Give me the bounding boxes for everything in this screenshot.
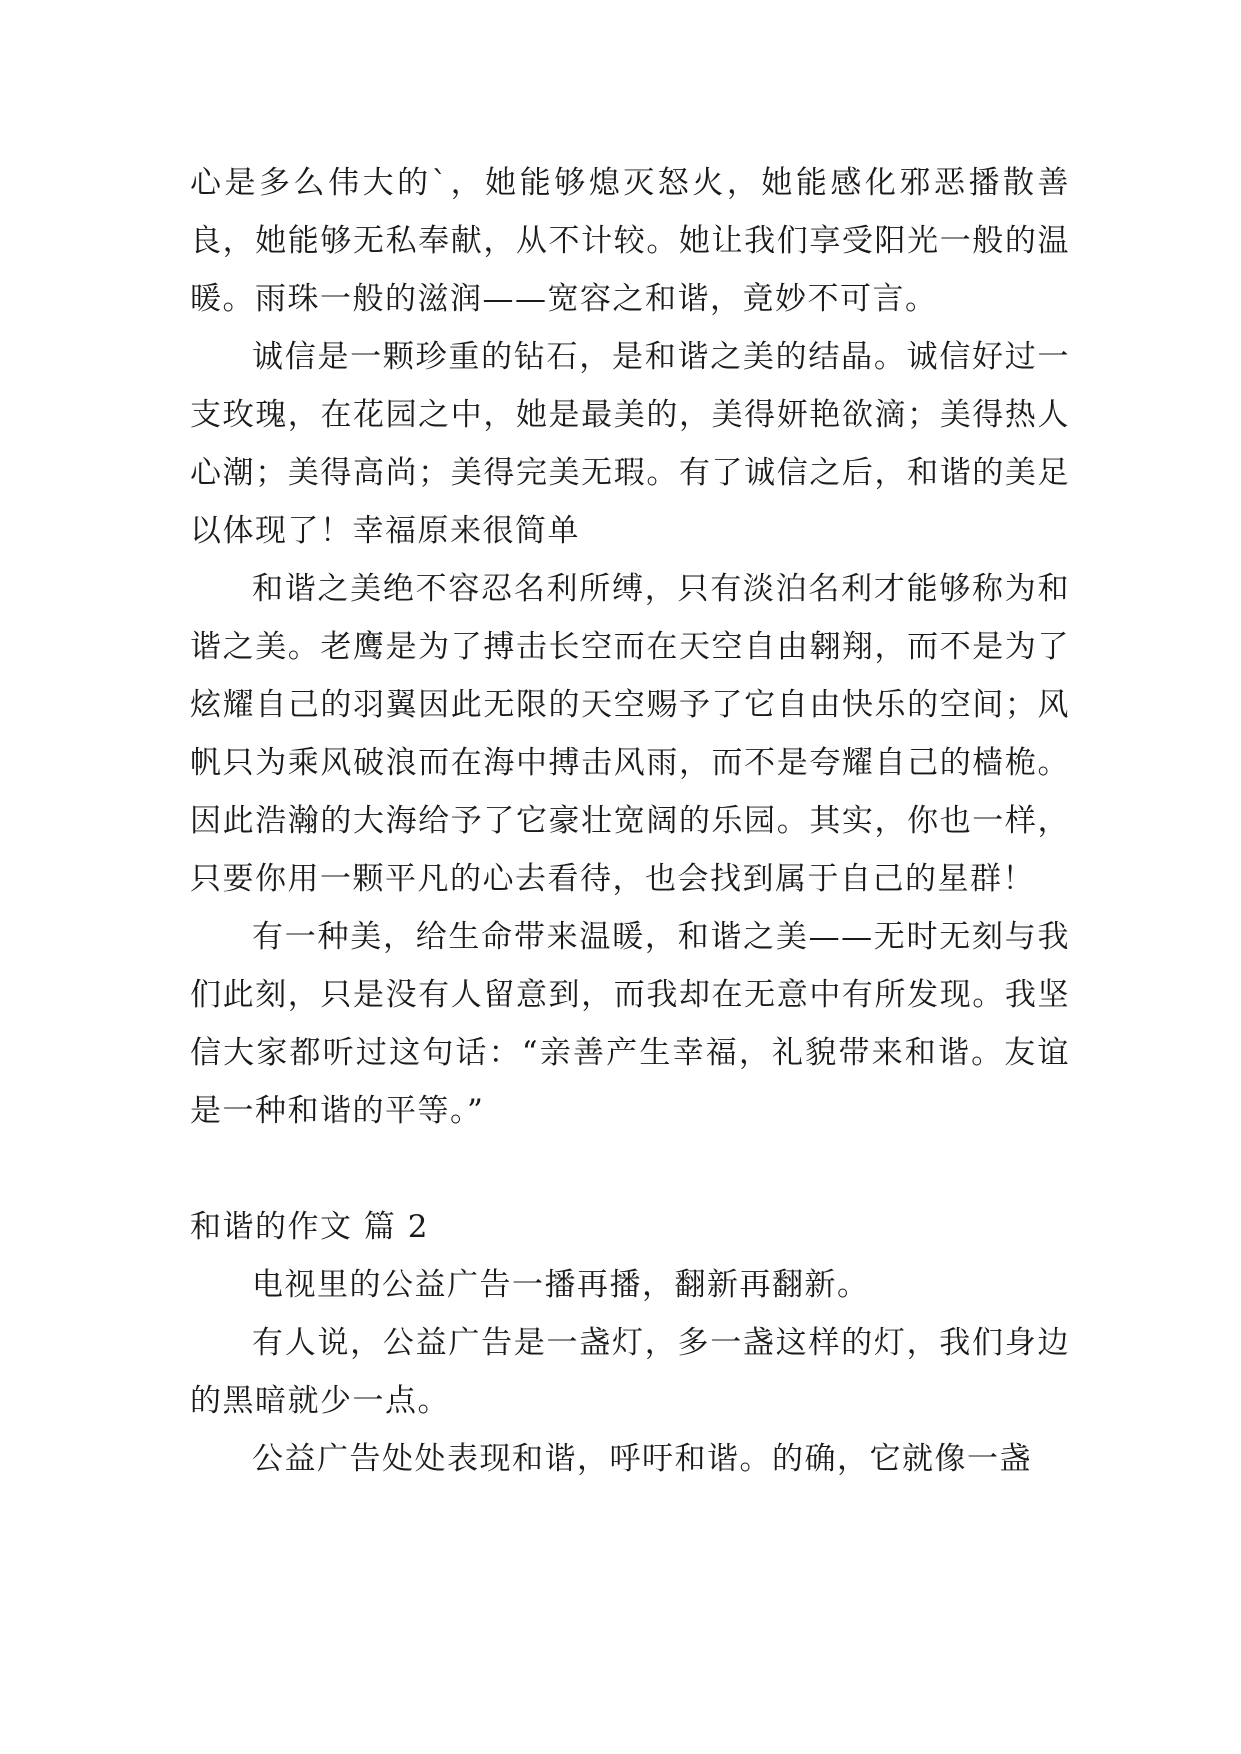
paragraph-3: 和谐之美绝不容忍名利所缚，只有淡泊名利才能够称为和谐之美。老鹰是为了搏击长空而在天空自由翱翔，而不是为了炫耀自己的羽翼因此无限的天空赐予了它自由快乐的空间；风帆只为乘风破浪而在海中搏击风雨，而不是夸耀自己的樯桅。因此浩瀚的大海给予了它豪壮宽阔的乐园。其实，你也一样，只要你用一颗平凡的心去看待，也会找到属于自己的星群！ xyxy=(190,571,1070,897)
paragraph-7: 公益广告处处表现和谐，呼吁和谐。的确，它就像一盏 xyxy=(252,1441,1032,1477)
document-body xyxy=(190,154,1070,1488)
paragraph-5: 电视里的公益广告一播再播，翻新再翻新。 xyxy=(252,1267,870,1303)
paragraph-4: 有一种美，给生命带来温暖，和谐之美——无时无刻与我们此刻，只是没有人留意到，而我却在无意中有所发现。我坚信大家都听过这句话：“亲善产生幸福，礼貌带来和谐。友谊是一种和谐的平等。” xyxy=(190,919,1070,1129)
section-title: 和谐的作文 篇 2 xyxy=(190,1209,429,1245)
paragraph-2: 诚信是一颗珍重的钻石，是和谐之美的结晶。诚信好过一支玫瑰，在花园之中，她是最美的，美得妍艳欲滴；美得热人心潮；美得高尚；美得完美无瑕。有了诚信之后，和谐的美足以体现了！幸福原来很简单 xyxy=(190,339,1070,549)
paragraph-1: 心是多么伟大的`，她能够熄灭怒火，她能感化邪恶播散善良，她能够无私奉献，从不计较。她让我们享受阳光一般的温暖。雨珠一般的滋润——宽容之和谐，竟妙不可言。 xyxy=(190,165,1070,317)
paragraph-6: 有人说，公益广告是一盏灯，多一盏这样的灯，我们身边的黑暗就少一点。 xyxy=(190,1325,1070,1419)
